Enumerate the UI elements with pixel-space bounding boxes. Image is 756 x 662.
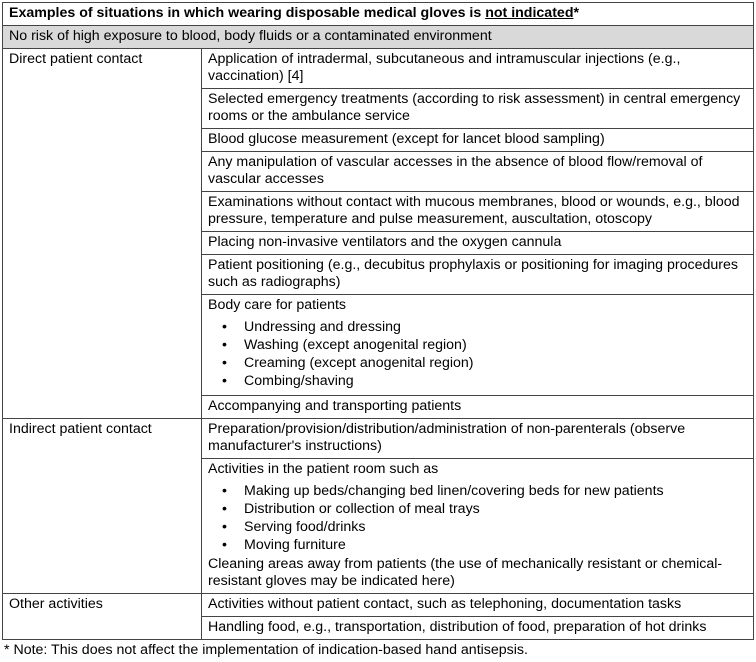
- activity-list-cell: [202, 295, 754, 396]
- list-item: • Creaming (except anogenital region): [244, 354, 747, 372]
- footnote: * Note: This does not affect the implementation of indication-based hand antisepsis.: [4, 642, 528, 658]
- list-item: • Combing/shaving: [244, 372, 747, 390]
- list-item: • Moving furniture: [244, 536, 747, 554]
- activity-list-cell: [202, 459, 754, 594]
- activity-cell: Placing non-invasive ventilators and the oxygen cannula: [202, 232, 754, 255]
- table-row: [3, 49, 754, 89]
- table-title-row: [3, 3, 754, 26]
- title-text: Examples of situations in which wearing disposable medical gloves is: [9, 5, 486, 21]
- activity-cell: Blood glucose measurement (except for lancet blood sampling): [202, 129, 754, 152]
- activity-cell: Preparation/provision/distribution/administration of non-parenterals (observe manufacturer's instructions): [202, 419, 754, 459]
- activity-cell: Examinations without contact with mucous membranes, blood or wounds, e.g., blood pressure, temperature and pulse measurement, auscultation, otoscopy: [202, 192, 754, 232]
- category-direct-patient-contact: Direct patient contact: [3, 49, 202, 419]
- list-item: • Making up beds/changing bed linen/covering beds for new patients: [244, 482, 747, 500]
- activity-cell: Accompanying and transporting patients: [202, 396, 754, 419]
- list-trailing-text: Cleaning areas away from patients (the use of mechanically resistant or chemical-resistant gloves may be indicated here): [208, 556, 723, 589]
- table-subheader-row: [3, 26, 754, 49]
- title-asterisk: *: [573, 5, 580, 21]
- category-other-activities: Other activities: [3, 594, 202, 640]
- list-heading: Body care for patients: [208, 297, 347, 313]
- table-title: [3, 3, 754, 26]
- table-row: [3, 419, 754, 459]
- list-item: • Distribution or collection of meal trays: [244, 500, 747, 518]
- list-item: • Serving food/drinks: [244, 518, 747, 536]
- title-emphasis: not indicated: [485, 5, 574, 21]
- table-subheader: No risk of high exposure to blood, body fluids or a contaminated environment: [3, 26, 754, 49]
- bullet-list: [208, 482, 747, 554]
- bullet-list: [208, 318, 747, 390]
- activity-cell: Patient positioning (e.g., decubitus prophylaxis or positioning for imaging procedures such as radiographs): [202, 255, 754, 295]
- gloves-table: [2, 2, 754, 640]
- activity-cell: Application of intradermal, subcutaneous and intramuscular injections (e.g., vaccination) [4]: [202, 49, 754, 89]
- activity-cell: Selected emergency treatments (according to risk assessment) in central emergency rooms or the ambulance service: [202, 89, 754, 129]
- list-item: • Undressing and dressing: [244, 318, 747, 336]
- list-heading: Activities in the patient room such as: [208, 461, 439, 477]
- activity-cell: Activities without patient contact, such as telephoning, documentation tasks: [202, 594, 754, 617]
- activity-cell: Any manipulation of vascular accesses in the absence of blood flow/removal of vascular accesses: [202, 152, 754, 192]
- category-indirect-patient-contact: Indirect patient contact: [3, 419, 202, 594]
- table-row: [3, 594, 754, 617]
- list-item: • Washing (except anogenital region): [244, 336, 747, 354]
- activity-cell: Handling food, e.g., transportation, distribution of food, preparation of hot drinks: [202, 617, 754, 640]
